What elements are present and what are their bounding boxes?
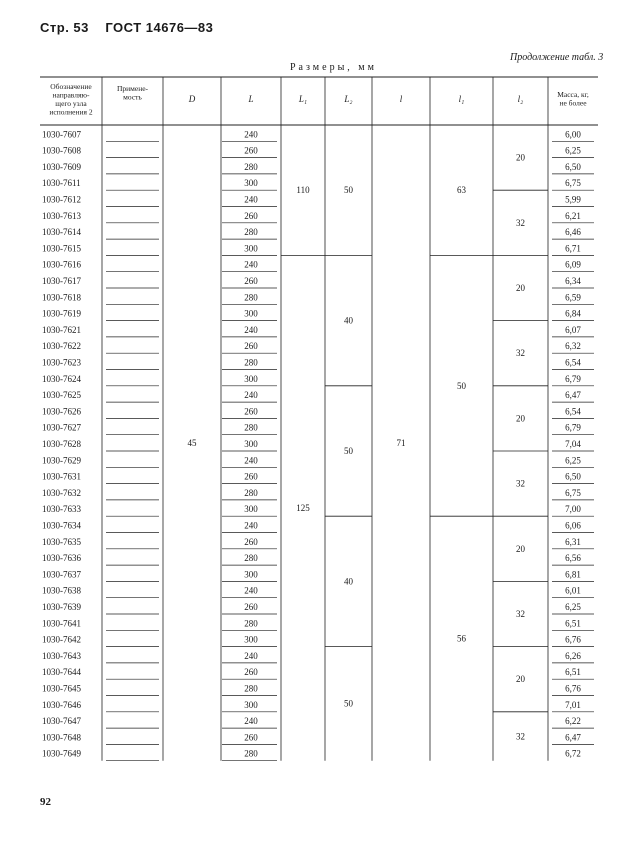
row-mass: 6,06: [565, 520, 581, 531]
header-L: L: [248, 94, 254, 104]
row-mass: 6,59: [565, 292, 581, 303]
row-L: 260: [244, 732, 258, 743]
row-mass: 6,54: [565, 406, 581, 417]
row-L: 280: [244, 227, 258, 238]
row-L: 260: [244, 276, 258, 286]
row-code: 1030-7624: [42, 373, 81, 384]
header-application: Примене-: [116, 84, 149, 93]
row-mass: 6,09: [565, 259, 581, 270]
group-l2: 32: [516, 217, 525, 228]
group-l2: 50: [344, 698, 353, 709]
group-l1: 63: [457, 185, 466, 196]
row-L: 280: [244, 683, 258, 694]
row-code: 1030-7647: [42, 716, 81, 727]
header-designation: исполнения 2: [49, 107, 93, 117]
row-code: 1030-7631: [42, 471, 81, 482]
row-mass: 6,21: [565, 210, 581, 221]
row-code: 1030-7637: [42, 569, 81, 580]
row-code: 1030-7608: [42, 145, 81, 156]
row-mass: 6,32: [565, 341, 581, 352]
row-code: 1030-7639: [42, 602, 81, 612]
group-l1: 125: [296, 503, 310, 514]
group-l2: 20: [516, 413, 525, 424]
row-code: 1030-7627: [42, 422, 81, 433]
row-code: 1030-7618: [42, 292, 81, 303]
header-l: l: [399, 94, 403, 104]
group-l2: 20: [516, 674, 525, 685]
row-mass: 6,07: [565, 324, 581, 335]
row-code: 1030-7607: [42, 129, 81, 140]
row-mass: 6,34: [565, 276, 581, 286]
row-code: 1030-7649: [42, 748, 81, 759]
header-l1: l₁: [458, 94, 465, 104]
row-mass: 6,71: [565, 243, 581, 254]
header-L2: L₂: [344, 94, 353, 104]
row-code: 1030-7619: [42, 308, 81, 319]
group-l2: 20: [516, 543, 525, 554]
group-l: 71: [396, 437, 406, 448]
row-L: 280: [244, 553, 258, 564]
row-L: 280: [244, 487, 258, 498]
row-mass: 6,54: [565, 357, 581, 368]
row-mass: 6,84: [565, 308, 581, 319]
header-designation: Обозначение: [50, 82, 92, 91]
row-mass: 6,51: [565, 618, 581, 629]
page-number: 92: [40, 796, 51, 808]
row-mass: 5,99: [565, 194, 581, 205]
row-code: 1030-7629: [42, 455, 81, 466]
row-code: 1030-7617: [42, 276, 81, 286]
row-code: 1030-7622: [42, 341, 81, 352]
row-code: 1030-7635: [42, 536, 81, 547]
group-l2: 50: [344, 446, 353, 456]
group-l2: 50: [344, 185, 353, 196]
row-mass: 6,47: [565, 390, 581, 401]
row-code: 1030-7609: [42, 161, 81, 172]
row-L: 260: [244, 406, 258, 417]
row-mass: 6,26: [565, 650, 581, 661]
row-mass: 6,79: [565, 373, 581, 384]
row-L: 280: [244, 618, 258, 629]
row-code: 1030-7616: [42, 259, 81, 270]
row-mass: 6,31: [565, 536, 581, 547]
group-l2: 40: [344, 576, 353, 587]
group-l2: 32: [516, 348, 525, 359]
row-L: 260: [244, 341, 258, 352]
header-designation: щего узла: [55, 99, 87, 108]
row-code: 1030-7621: [42, 324, 81, 335]
row-code: 1030-7641: [42, 618, 81, 629]
row-L: 300: [244, 308, 258, 319]
group-d: 45: [187, 437, 197, 448]
row-L: 240: [244, 520, 258, 531]
row-mass: 6,79: [565, 422, 581, 433]
row-L: 240: [244, 259, 258, 270]
header-l2: l₂: [517, 94, 524, 104]
row-L: 240: [244, 455, 258, 466]
row-code: 1030-7623: [42, 357, 81, 368]
header-D: D: [188, 94, 196, 104]
row-code: 1030-7636: [42, 553, 81, 564]
row-mass: 7,04: [565, 439, 581, 449]
row-L: 280: [244, 422, 258, 433]
row-mass: 6,25: [565, 145, 581, 156]
row-L: 280: [244, 357, 258, 368]
row-L: 240: [244, 129, 258, 140]
row-L: 300: [244, 439, 258, 449]
row-L: 240: [244, 324, 258, 335]
header-mass: Масса, кг,: [557, 90, 589, 99]
row-code: 1030-7626: [42, 406, 81, 417]
row-mass: 6,50: [565, 161, 581, 172]
row-code: 1030-7628: [42, 439, 81, 449]
group-l1: 110: [296, 185, 310, 196]
row-code: 1030-7638: [42, 585, 81, 596]
row-mass: 6,76: [565, 683, 581, 694]
row-L: 280: [244, 748, 258, 759]
row-L: 260: [244, 602, 258, 612]
row-mass: 6,00: [565, 129, 581, 140]
row-L: 300: [244, 504, 258, 515]
group-l2: 32: [516, 731, 525, 742]
header-L1: L₁: [298, 94, 308, 104]
header-application: мость: [123, 92, 142, 102]
row-L: 260: [244, 667, 258, 678]
row-L: 280: [244, 292, 258, 303]
row-code: 1030-7644: [42, 667, 81, 678]
row-mass: 6,75: [565, 487, 581, 498]
group-l1: 50: [457, 380, 466, 391]
row-code: 1030-7633: [42, 504, 81, 515]
row-mass: 6,75: [565, 178, 581, 189]
group-l2: 40: [344, 315, 353, 326]
row-L: 240: [244, 390, 258, 401]
row-mass: 7,00: [565, 504, 581, 515]
row-L: 240: [244, 585, 258, 596]
row-code: 1030-7646: [42, 699, 81, 710]
group-l1: 56: [457, 633, 466, 644]
row-mass: 6,81: [565, 569, 581, 580]
row-L: 300: [244, 243, 258, 254]
row-mass: 6,72: [565, 748, 581, 759]
row-mass: 6,56: [565, 553, 581, 564]
group-l2: 32: [516, 478, 525, 489]
row-mass: 6,76: [565, 634, 581, 645]
row-code: 1030-7648: [42, 732, 81, 743]
row-L: 240: [244, 194, 258, 205]
row-code: 1030-7634: [42, 520, 81, 531]
row-L: 240: [244, 716, 258, 727]
row-code: 1030-7611: [42, 178, 81, 189]
row-code: 1030-7614: [42, 227, 81, 238]
row-L: 280: [244, 161, 258, 172]
row-L: 260: [244, 536, 258, 547]
row-mass: 6,51: [565, 667, 581, 678]
row-mass: 6,25: [565, 455, 581, 466]
group-l2: 32: [516, 609, 525, 619]
row-L: 300: [244, 373, 258, 384]
row-code: 1030-7643: [42, 650, 81, 661]
row-L: 260: [244, 145, 258, 156]
row-code: 1030-7615: [42, 243, 81, 254]
row-code: 1030-7613: [42, 210, 81, 221]
header-mass: не более: [559, 98, 587, 108]
page-label: Стр. 53: [40, 20, 89, 35]
row-mass: 6,01: [565, 585, 581, 596]
row-code: 1030-7645: [42, 683, 81, 694]
standard-label: ГОСТ 14676—83: [105, 20, 214, 35]
row-mass: 6,25: [565, 602, 581, 612]
row-code: 1030-7625: [42, 390, 81, 401]
row-mass: 6,22: [565, 716, 581, 727]
row-code: 1030-7612: [42, 194, 81, 205]
row-mass: 6,47: [565, 732, 581, 743]
group-l2: 20: [516, 283, 525, 293]
row-L: 300: [244, 178, 258, 189]
header-designation: направляю-: [52, 90, 90, 100]
row-L: 300: [244, 569, 258, 580]
row-code: 1030-7632: [42, 487, 81, 498]
row-code: 1030-7642: [42, 634, 81, 645]
row-L: 300: [244, 634, 258, 645]
group-l2: 20: [516, 152, 525, 163]
sizes-label: Размеры, мм: [290, 62, 377, 73]
row-L: 260: [244, 471, 258, 482]
row-L: 260: [244, 210, 258, 221]
row-L: 240: [244, 650, 258, 661]
row-mass: 6,46: [565, 227, 581, 238]
row-mass: 6,50: [565, 471, 581, 482]
row-L: 300: [244, 699, 258, 710]
continuation-label: Продолжение табл. 3: [510, 52, 604, 63]
row-mass: 7,01: [565, 699, 581, 710]
